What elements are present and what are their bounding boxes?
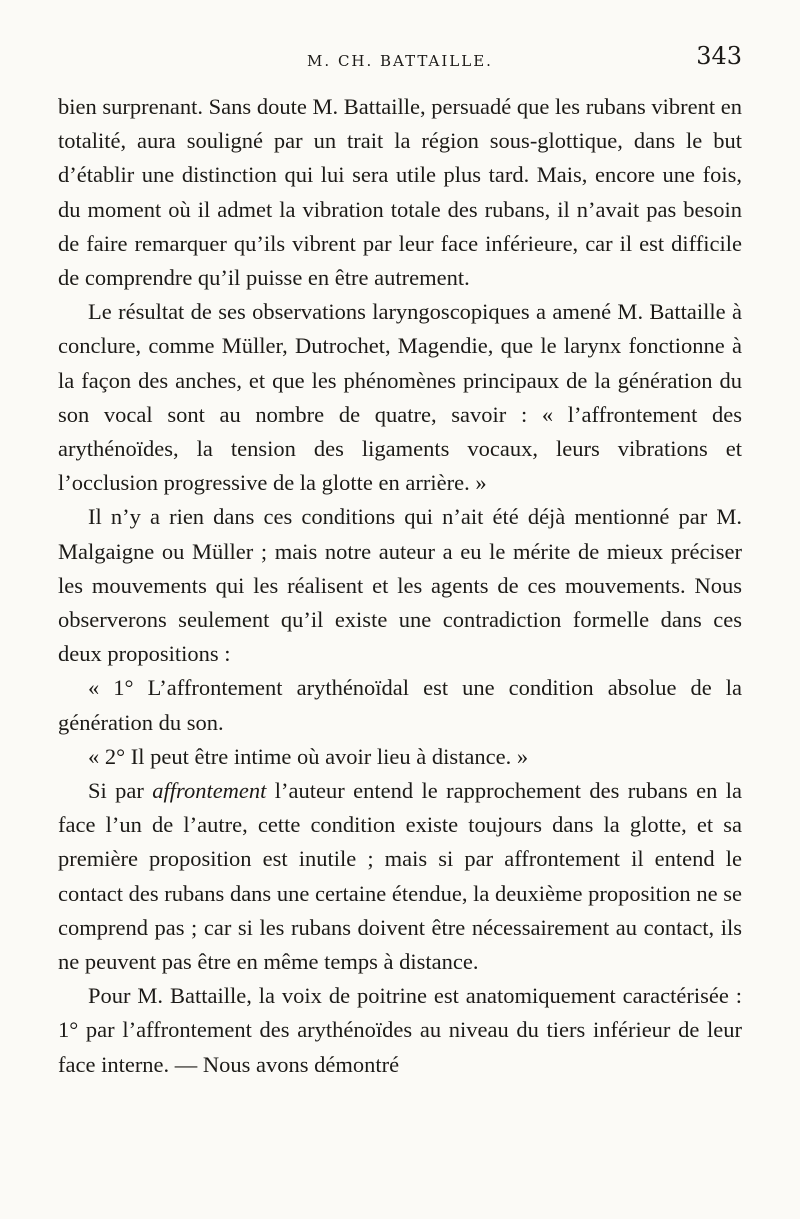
paragraph-affrontement-start: Si par <box>88 778 153 804</box>
paragraph-affrontement-rest: l’auteur entend le rapprochement des rubans en la face l’un de l’autre, cette condition existe toujours dans la glotte, et sa première proposition est inutile ; mais si par affrontement il entend le contact des rubans dans une certaine étendue, la deuxième proposition ne se comprend pas ; car si les rubans doivent être nécessairement au contact, ils ne peuvent pas être en même temps à distance. <box>58 778 743 975</box>
italic-term: affrontement <box>152 778 267 804</box>
paragraph-3: Il n’y a rien dans ces conditions qui n’ait été déjà mentionné par M. Malgaigne ou Müller ; mais notre auteur a eu le mérite de mieux préciser les mouvements qui les réalisent et les agents de ces mouvements. Nous observerons seulement qu’il existe une contradiction formelle dans ces deux propositions : <box>58 504 742 667</box>
quote-proposition-1: « 1° L’affrontement arythénoïdal est une condition absolue de la génération du son. <box>58 675 742 735</box>
quote-proposition-2: « 2° Il peut être intime où avoir lieu à distance. » <box>88 743 529 769</box>
paragraph-last: Pour M. Battaille, la voix de poitrine est anatomiquement caractérisée : 1° par l’affrontement des arythénoïdes au niveau du tiers inférieur de leur face interne. — Nous avons démontré <box>58 983 742 1077</box>
paragraph-2: Le résultat de ses observations laryngoscopiques a amené M. Battaille à conclure, comme Müller, Dutrochet, Magendie, que le larynx fonctionne à la façon des anches, et que les phénomènes principaux de la génération du son vocal sont au nombre de quatre, savoir : « l’affrontement des arythénoïdes, la tension des ligaments vocaux, leurs vibrations et l’occlusion progressive de la glotte en arrière. » <box>58 299 742 496</box>
running-header <box>58 42 742 82</box>
page-number: 343 <box>696 42 742 70</box>
paragraph-1: bien surprenant. Sans doute M. Battaille, persuadé que les rubans vibrent en totalité, aura souligné par un trait la région sous-glottique, dans le but d’établir une distinction qui lui sera utile plus tard. Mais, encore une fois, du moment où il admet la vibration totale des rubans, il n’avait pas besoin de faire remarquer qu’ils vibrent par leur face inférieure, car il est difficile de comprendre qu’il puisse en être autrement. <box>58 94 742 291</box>
body-text <box>58 90 742 1082</box>
paragraph-affrontement <box>58 774 742 979</box>
running-title: M. CH. BATTAILLE. <box>307 52 493 70</box>
